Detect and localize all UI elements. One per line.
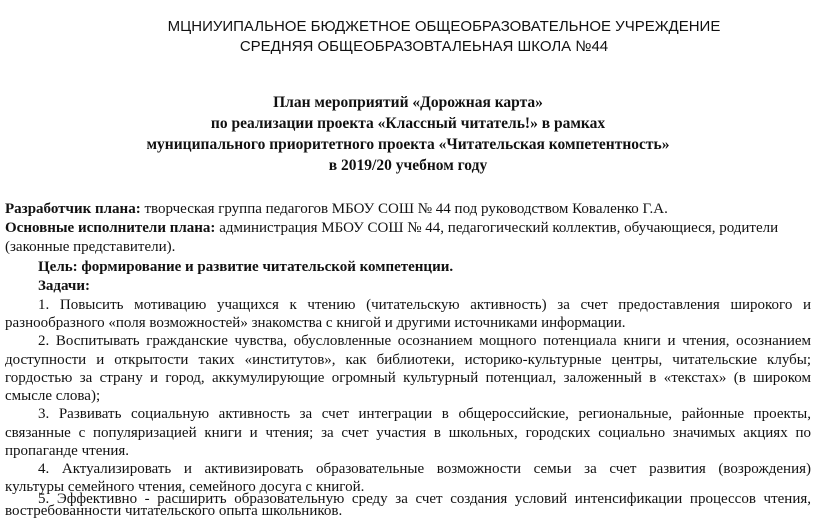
task-5-line-2: востребованности читательского опыта школьников.	[5, 503, 343, 519]
developer-label: Разработчик плана:	[5, 201, 141, 217]
developer-line	[5, 199, 811, 219]
plan-title-line-3: муниципального приоритетного проекта «Читательская компетентность»	[146, 136, 670, 153]
plan-title-line-4: в 2019/20 учебном году	[328, 157, 488, 174]
organization-name-line-1: МЦНИУИПАЛЬНОЕ БЮДЖЕТНОЕ ОБЩЕОБРАЗОВАТЕЛЬНОЕ УЧРЕЖДЕНИЕ	[167, 18, 721, 35]
task-1-line-1: 1. Повысить мотивацию учащихся к чтению (читательскую активность) за счет предоставления широкого и	[38, 297, 811, 313]
task-2-line-3: гордостью за страну и город, аккумулирующие огромный культурный потенциал, заложенный в «текстах» (в широком	[5, 370, 811, 386]
task-3-line-3: пропаганде чтения.	[5, 443, 130, 459]
task-4-line-2: культуры семейного чтения, семейного досуга с книгой.	[5, 479, 365, 495]
task-2-line-2: доступности и открытости таких «институтов», как библиотеки, историко-культурные центры, читательские клубы;	[5, 352, 811, 368]
task-5-line-1: 5. Эффективно - расширить образовательную среду за счет создания условий интенсификации процессов чтения,	[38, 491, 811, 507]
plan-title	[0, 92, 816, 176]
task-2-line-4: смысле слова);	[5, 388, 101, 404]
executors-text: администрация МБОУ СОШ № 44, педагогический коллектив, обучающиеся, родители	[215, 220, 779, 236]
plan-title-line-2: по реализации проекта «Классный читатель!» в рамках	[210, 115, 606, 132]
task-3-line-1: 3. Развивать социальную активность за счет интеграции в общероссийские, региональные, районные проекты,	[38, 406, 811, 422]
executors-line-2: (законные представители).	[5, 239, 176, 255]
organization-name-line-2: СРЕДНЯЯ ОБЩЕОБРАЗОВТАЛЕЬНАЯ ШКОЛА №44	[239, 38, 609, 55]
developer-text: творческая группа педагогов МБОУ СОШ № 44 под руководством Коваленко Г.А.	[140, 201, 668, 217]
executors-line	[5, 218, 811, 238]
task-3-line-2: связанные с популяризацией книги и чтения; за счет участия в школьных, городских социально значимых акциях по	[5, 425, 811, 441]
executors-label: Основные исполнители плана:	[5, 220, 216, 236]
task-1-line-2: разнообразного «поля возможностей» знакомства с книгой и другими источниками информации.	[5, 315, 626, 331]
goal-line: Цель: формирование и развитие читательской компетенции.	[38, 259, 454, 275]
task-4-line-1: 4. Актуализировать и активизировать образовательные возможности семьи за счет развития (возрождения)	[38, 461, 811, 477]
plan-title-line-1: План мероприятий «Дорожная карта»	[273, 94, 543, 111]
tasks-label: Задачи:	[38, 278, 91, 294]
task-2-line-1: 2. Воспитывать гражданские чувства, обусловленные осознанием мощного потенциала книги и чтения, осознанием	[38, 333, 811, 349]
